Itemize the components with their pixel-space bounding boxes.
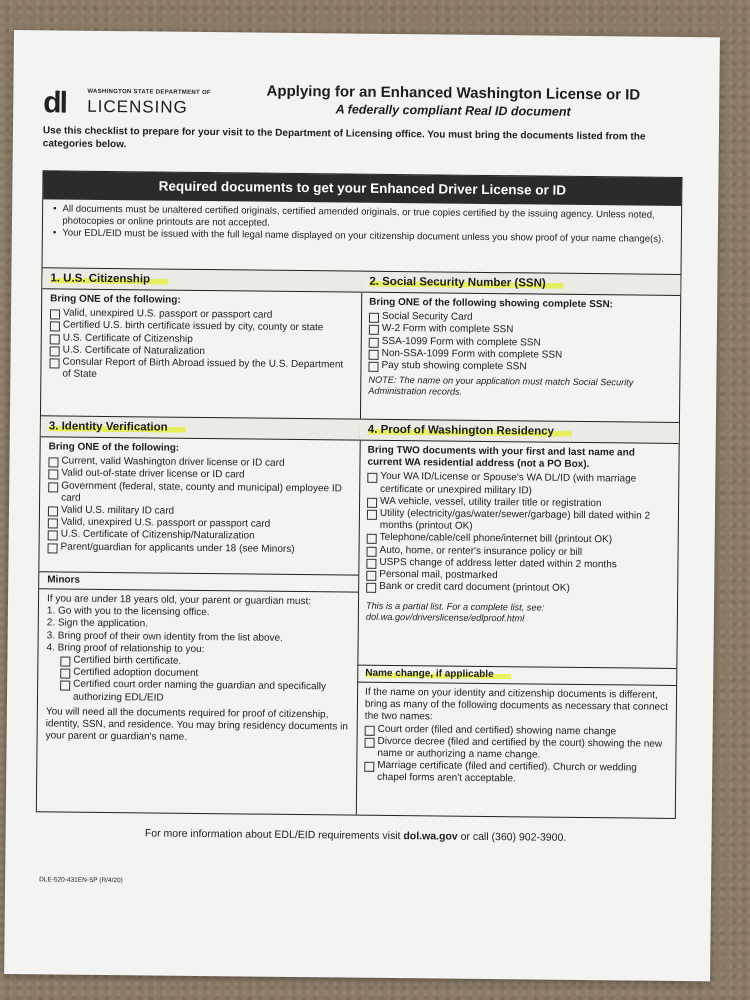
residency-note: This is a partial list. For a complete list, see: dol.wa.gov/driverslicense/edlproof.html (365, 601, 545, 624)
checkbox[interactable] (60, 669, 70, 679)
bullet-item: • Your EDL/EID must be issued with the full legal name displayed on your citizenship document unless you show proof of your name change(s). (52, 227, 664, 245)
checklist-item[interactable]: Consular Report of Birth Abroad issued by the U.S. Department of State (49, 356, 352, 384)
checklist-item[interactable]: Pay stub showing complete SSN (368, 360, 671, 375)
logo-department: WASHINGTON STATE DEPARTMENT OF (87, 88, 211, 97)
checkbox[interactable] (369, 313, 379, 323)
residency-section (357, 441, 678, 668)
checklist-item[interactable]: W-2 Form with complete SSN (369, 323, 672, 338)
checklist-item[interactable]: U.S. Certificate of Citizenship/Naturalization (48, 529, 351, 544)
ssn-section (360, 293, 680, 422)
required-documents-header: Required documents to get your Enhanced Driver License or ID (43, 171, 681, 206)
logo-name: LICENSING (87, 96, 188, 117)
footer-info: For more information about EDL/EID requirements visit dol.wa.gov or call (360) 902-3900. (144, 827, 567, 844)
checklist-item[interactable]: Telephone/cable/cell phone/internet bill (printout OK) (367, 532, 670, 547)
checklist-item[interactable]: Bank or credit card document (printout OK) (366, 581, 669, 596)
checkbox[interactable] (60, 657, 70, 667)
checklist-item[interactable]: Auto, home, or renter's insurance policy or bill (367, 544, 670, 559)
checkbox[interactable] (48, 519, 58, 529)
document-subtitle: A federally compliant Real ID document (335, 102, 571, 119)
identity-heading: 3. Identity Verification (41, 415, 360, 440)
intro-text: Use this checklist to prepare for your visit to the Department of Licensing office. You must bring the documents listed from the categories below. (42, 125, 646, 151)
document-title: Applying for an Enhanced Washington License or ID (266, 82, 641, 104)
checkbox[interactable] (366, 559, 376, 569)
minors-heading: Minors (39, 571, 358, 592)
checkbox[interactable] (366, 571, 376, 581)
document-page (4, 30, 720, 981)
checkbox[interactable] (366, 583, 376, 593)
bullet-item: • All documents must be unaltered certified originals, certified amended originals, or true copies certified by the issuing agency. Unless noted, photocopies or online printouts are not accepted. (53, 203, 655, 229)
name-change-heading: Name change, if applicable (357, 665, 676, 686)
checkbox[interactable] (368, 362, 378, 372)
citizenship-heading: 1. U.S. Citizenship (42, 267, 361, 292)
logo-mark: dl (43, 86, 67, 120)
checkbox[interactable] (50, 310, 60, 320)
checkbox[interactable] (367, 546, 377, 556)
checkbox[interactable] (365, 725, 375, 735)
checkbox[interactable] (49, 358, 59, 368)
citizenship-section (41, 289, 361, 418)
checkbox[interactable] (48, 543, 58, 553)
checklist-item[interactable]: Your WA ID/License or Spouse's WA DL/ID (with marriage certificate or unexpired military ID) (367, 471, 670, 499)
checkbox[interactable] (369, 325, 379, 335)
identity-section (39, 437, 359, 574)
checkbox[interactable] (367, 510, 377, 520)
checklist-item[interactable]: Non-SSA-1099 Form with complete SSN (369, 348, 672, 363)
checklist-item[interactable]: Certified birth certificate. (60, 655, 349, 670)
checkbox[interactable] (367, 473, 377, 483)
name-change-section (356, 683, 676, 792)
checklist-item[interactable]: Certified adoption document (60, 667, 349, 682)
minors-intro: If you are under 18 years old, your parent or guardian must: (46, 593, 312, 608)
checkbox[interactable] (48, 506, 58, 516)
ssn-bring: Bring ONE of the following showing complete SSN: (369, 296, 614, 311)
footer-website[interactable]: dol.wa.gov (403, 830, 458, 843)
left-column (37, 267, 363, 814)
requirements-box (36, 170, 683, 819)
checkbox[interactable] (48, 531, 58, 541)
checkbox[interactable] (60, 681, 70, 691)
ssn-note: NOTE: The name on your application must match Social Security Administration records. (368, 374, 634, 397)
minors-step: 4. Bring proof of relationship to you: (46, 642, 205, 655)
residency-bring: Bring TWO documents with your first and last name and current WA residential address (not a PO Box). (367, 444, 635, 471)
checkbox[interactable] (364, 762, 374, 772)
minors-closing: You will need all the documents required for proof of citizenship, identity, SSN, and residence. You may bring residency documents in your parent or guardian's name. (45, 706, 348, 744)
checkbox[interactable] (48, 482, 58, 492)
checklist-item[interactable]: Social Security Card (369, 311, 672, 326)
checkbox[interactable] (50, 322, 60, 332)
checklist-item[interactable]: Utility (electricity/gas/water/sewer/garbage) bill dated within 2 months (printout OK) (367, 508, 670, 536)
checklist-item[interactable]: Certified court order naming the guardian and specifically authorizing EDL/EID (60, 679, 349, 706)
checklist-item[interactable]: SSA-1099 Form with complete SSN (369, 335, 672, 350)
checkbox[interactable] (367, 498, 377, 508)
checkbox[interactable] (48, 470, 58, 480)
minors-section (37, 589, 358, 750)
checkbox[interactable] (50, 334, 60, 344)
checklist-item[interactable]: Valid out-of-state driver license or ID card (48, 468, 351, 483)
form-code: DLE-520-431EN-SP (R/4/20) (39, 876, 123, 885)
checklist-item[interactable]: U.S. Certificate of Naturalization (50, 344, 353, 359)
checkbox[interactable] (369, 350, 379, 360)
checklist-item[interactable]: Certified U.S. birth certificate issued by city, county or state (50, 320, 353, 335)
minors-step: 1. Go with you to the licensing office. (46, 605, 210, 619)
minors-step: 3. Bring proof of their own identity from the list above. (46, 629, 283, 644)
checklist-item[interactable]: Court order (filed and certified) showing name change (365, 723, 668, 738)
checkbox[interactable] (367, 534, 377, 544)
document-title-block (213, 82, 693, 120)
checkbox[interactable] (48, 458, 58, 468)
checkbox[interactable] (50, 346, 60, 356)
checkbox[interactable] (365, 738, 375, 748)
minors-step: 2. Sign the application. (46, 617, 149, 630)
checklist-item[interactable]: Personal mail, postmarked (366, 569, 669, 584)
citizenship-bring: Bring ONE of the following: (50, 293, 181, 306)
checklist-item[interactable]: USPS change of address letter dated within 2 months (366, 557, 669, 572)
general-requirements (43, 199, 681, 248)
checklist-item[interactable]: Valid, unexpired U.S. passport or passport card (48, 517, 351, 532)
checklist-item[interactable]: Government (federal, state, county and municipal) employee ID card (48, 480, 351, 508)
right-column (356, 271, 681, 818)
checklist-item[interactable]: Parent/guardian for applicants under 18 (see Minors) (48, 541, 351, 556)
residency-heading: 4. Proof of Washington Residency (360, 419, 679, 444)
checklist-item[interactable]: WA vehicle, vessel, utility trailer title or registration (367, 496, 670, 511)
identity-bring: Bring ONE of the following: (48, 441, 180, 454)
checklist-item[interactable]: Current, valid Washington driver license or ID card (48, 456, 351, 471)
checklist-item[interactable]: Valid, unexpired U.S. passport or passport card (50, 308, 353, 323)
ssn-heading: 2. Social Security Number (SSN) (361, 271, 680, 296)
requirements-grid (43, 267, 681, 785)
checklist-item[interactable]: U.S. Certificate of Citizenship (50, 332, 353, 347)
checklist-item[interactable]: Valid U.S. military ID card (48, 504, 351, 519)
checklist-item[interactable]: Divorce decree (filed and certified by the court) showing the new name or authorizing a name change. (364, 736, 667, 764)
checklist-item[interactable]: Marriage certificate (filed and certified). Church or wedding chapel forms aren't acceptable. (364, 760, 667, 788)
checkbox[interactable] (369, 337, 379, 347)
name-change-intro: If the name on your identity and citizenship documents is different, bring as many of the following documents as necessary that connect the two names: (364, 686, 668, 723)
